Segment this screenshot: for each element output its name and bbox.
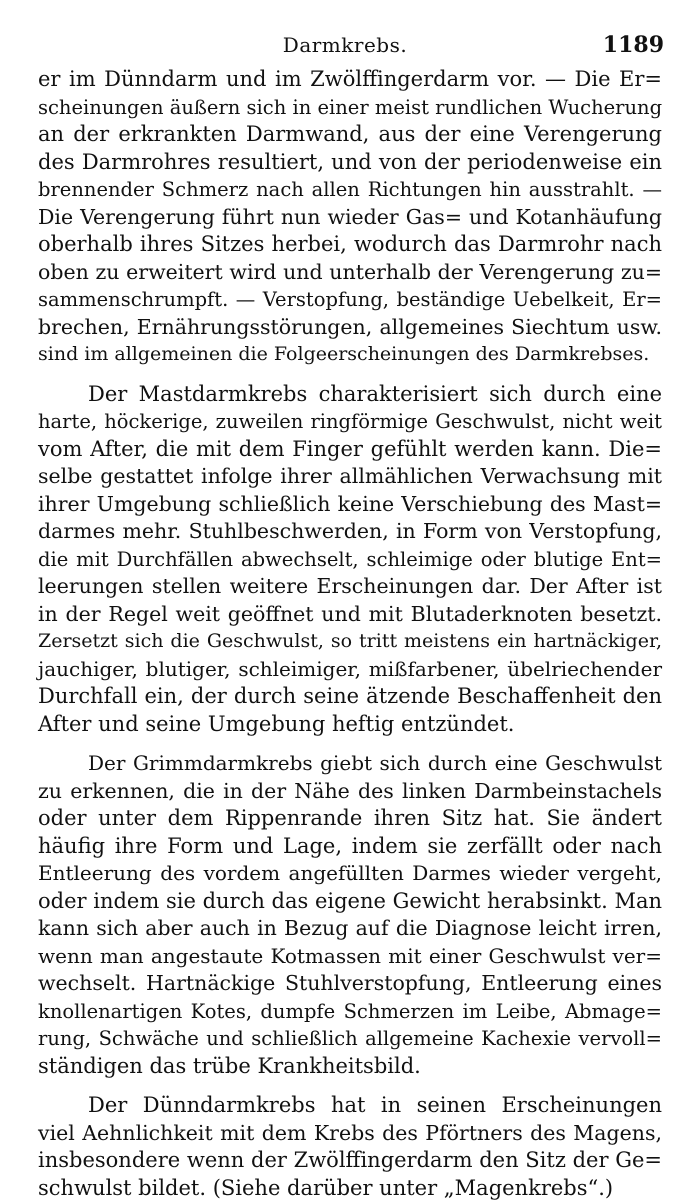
running-head — [0, 30, 690, 60]
text-line: leerungen stellen weitere Erscheinungen dar. Der After ist — [38, 573, 662, 601]
text-line: harte, höckerige, zuweilen ringförmige Geschwulst, nicht weit — [38, 408, 662, 436]
body-text — [38, 66, 662, 1202]
text-line: jauchiger, blutiger, schleimiger, mißfarbener, übelriechender — [38, 656, 662, 684]
text-line: wenn man angestaute Kotmassen mit einer Geschwulst ver= — [38, 943, 662, 971]
text-line: des Darmrohres resultiert, und von der periodenweise ein — [38, 149, 662, 177]
running-title: Darmkrebs. — [0, 30, 690, 60]
text-line: wechselt. Hartnäckige Stuhlverstopfung, Entleerung eines — [38, 970, 662, 998]
text-line: Zersetzt sich die Geschwulst, so tritt meistens ein hartnäckiger, — [38, 628, 662, 656]
paragraph-continuation — [38, 66, 662, 369]
text-line: kann sich aber auch in Bezug auf die Diagnose leicht irren, — [38, 915, 662, 943]
text-line: oberhalb ihres Sitzes herbei, wodurch das Darmrohr nach — [38, 231, 662, 259]
paragraph-gap — [38, 738, 662, 750]
text-line: knollenartigen Kotes, dumpfe Schmerzen im Leibe, Abmage= — [38, 998, 662, 1026]
paragraph-gap — [38, 369, 662, 381]
text-line: schwulst bildet. (Siehe darüber unter „Magenkrebs“.) — [38, 1175, 662, 1202]
text-line: ständigen das trübe Krankheitsbild. — [38, 1053, 662, 1081]
text-line: viel Aehnlichkeit mit dem Krebs des Pförtners des Magens, — [38, 1120, 662, 1148]
paragraph-duenndarmkrebs — [38, 1092, 662, 1202]
text-line: After und seine Umgebung heftig entzündet. — [38, 711, 662, 739]
text-line: er im Dünndarm und im Zwölffingerdarm vor. — Die Er= — [38, 66, 662, 94]
text-line: ihrer Umgebung schließlich keine Verschiebung des Mast= — [38, 491, 662, 519]
text-line: brennender Schmerz nach allen Richtungen hin ausstrahlt. — — [38, 176, 662, 204]
text-line: brechen, Ernährungsstörungen, allgemeines Siechtum usw. — [38, 314, 662, 342]
text-line: sammenschrumpft. — Verstopfung, beständige Uebelkeit, Er= — [38, 286, 662, 314]
text-line: oder indem sie durch das eigene Gewicht herabsinkt. Man — [38, 888, 662, 916]
paragraph-gap — [38, 1080, 662, 1092]
text-line: oben zu erweitert wird und unterhalb der Verengerung zu= — [38, 259, 662, 287]
text-line: Der Grimmdarmkrebs giebt sich durch eine Geschwulst — [38, 750, 662, 778]
text-line: an der erkrankten Darmwand, aus der eine Verengerung — [38, 121, 662, 149]
text-line: vom After, die mit dem Finger gefühlt werden kann. Die= — [38, 436, 662, 464]
text-line: selbe gestattet infolge ihrer allmählichen Verwachsung mit — [38, 463, 662, 491]
text-line: sind im allgemeinen die Folgeerscheinungen des Darmkrebses. — [38, 341, 662, 369]
text-line: häufig ihre Form und Lage, indem sie zerfällt oder nach — [38, 833, 662, 861]
page-number: 1189 — [603, 30, 664, 60]
text-line: die mit Durchfällen abwechselt, schleimige oder blutige Ent= — [38, 546, 662, 574]
paragraph-mastdarmkrebs — [38, 381, 662, 739]
text-line: darmes mehr. Stuhlbeschwerden, in Form von Verstopfung, — [38, 518, 662, 546]
text-line: zu erkennen, die in der Nähe des linken Darmbeinstachels — [38, 778, 662, 806]
text-line: scheinungen äußern sich in einer meist rundlichen Wucherung — [38, 94, 662, 122]
text-line: Entleerung des vordem angefüllten Darmes wieder vergeht, — [38, 860, 662, 888]
paragraph-grimmdarmkrebs — [38, 750, 662, 1080]
text-line: insbesondere wenn der Zwölffingerdarm den Sitz der Ge= — [38, 1147, 662, 1175]
text-line: Die Verengerung führt nun wieder Gas= und Kotanhäufung — [38, 204, 662, 232]
text-line: Der Dünndarmkrebs hat in seinen Erscheinungen — [38, 1092, 662, 1120]
text-line: rung, Schwäche und schließlich allgemeine Kachexie vervoll= — [38, 1025, 662, 1053]
text-line: in der Regel weit geöffnet und mit Blutaderknoten besetzt. — [38, 601, 662, 629]
text-line: Durchfall ein, der durch seine ätzende Beschaffenheit den — [38, 683, 662, 711]
text-line: Der Mastdarmkrebs charakterisiert sich durch eine — [38, 381, 662, 409]
text-line: oder unter dem Rippenrande ihren Sitz hat. Sie ändert — [38, 805, 662, 833]
